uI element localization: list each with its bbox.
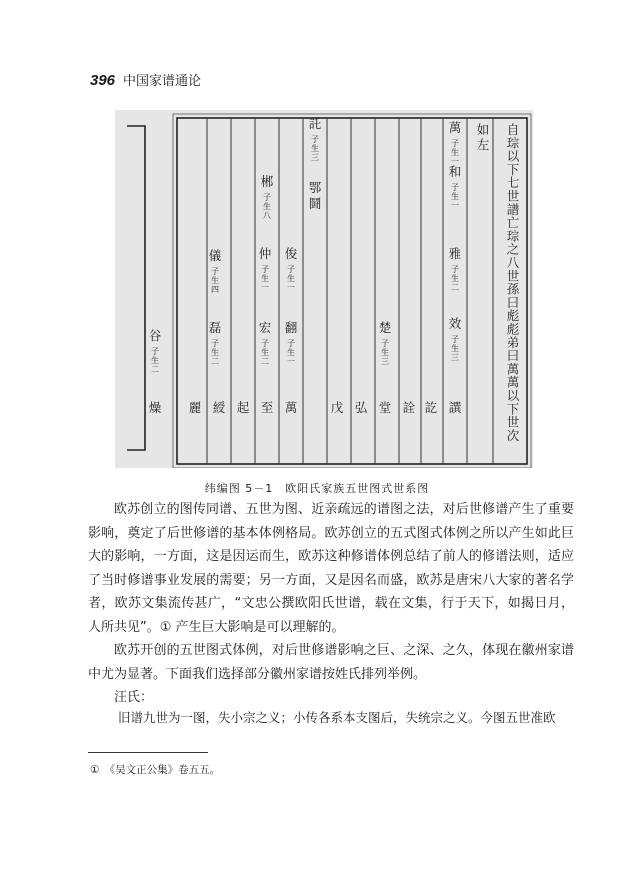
person-name: 和 (448, 164, 462, 179)
person-note: 生 (451, 192, 459, 201)
person-name: 效 (448, 316, 462, 331)
person-note: 生 (211, 276, 219, 285)
book-title: 中国家谱通论 (123, 74, 202, 89)
paragraph-1: 欧苏创立的图传同谱、五世为图、近亲疏远的谱图之法，对后世修谱产生了重要影响，奠定了后世修谱的基本体例格局。欧苏创立的五式图式体例之所以产生如此巨大的影响，一方面，这是因运而生，欧苏这种修谱体例总结了前人的修谱法则，适应了当时修谱事业发展的需要；另一方面，又是因名而盛，欧苏是唐宋八大家的著名学者，欧苏文集流传甚广，“文忠公撰欧阳氏世谱，载在文集，行于天下，如揭日月，人所共见”。① 产生巨大影响是可以理解的。 (88, 502, 574, 635)
intro-char: 孫 (506, 281, 520, 297)
person-name: 宏 (258, 320, 272, 335)
intro-char: 世 (506, 268, 520, 284)
figure-caption: 纬编图 5－1 欧阳氏家族五世图式世系图 (204, 482, 430, 495)
intro-char: 下 (506, 161, 520, 177)
footnote: ① 《吴文正公集》卷五五。 (90, 764, 221, 776)
person-name: 翻 (284, 320, 298, 335)
intro-char: 以 (506, 148, 520, 164)
bottom-name: 訖 (424, 400, 438, 415)
intro-char: 之 (506, 241, 520, 257)
genealogy-figure (115, 110, 533, 468)
chart-frame (177, 118, 527, 464)
person-note: 子 (261, 265, 269, 274)
person-name: 楚 (378, 320, 392, 335)
paragraph-3: 汪氏： (114, 690, 154, 705)
intro-char: 曰 (506, 348, 520, 364)
person-note: 生 (151, 356, 159, 365)
intro-char: 下 (506, 401, 520, 417)
bottom-name: 譔 (448, 400, 462, 415)
person-note: 二 (451, 283, 459, 292)
person-note: 子 (451, 183, 459, 192)
intro-char: 七 (506, 175, 520, 191)
page-header (90, 70, 201, 89)
person-note: 二 (211, 357, 219, 366)
intro-char: 次 (506, 427, 520, 443)
bottom-name: 燥 (148, 400, 162, 415)
intro-char: 曰 (506, 294, 520, 310)
body-text (88, 498, 574, 710)
person-note: 子 (287, 339, 295, 348)
person-note: 子 (211, 267, 219, 276)
genealogy-chart (115, 110, 533, 468)
intro-char: 琮 (506, 135, 520, 151)
intro-char: 左 (476, 137, 490, 152)
extra-name: 鬪 (308, 196, 322, 211)
person-name: 谷 (148, 328, 162, 343)
person-note: 生 (451, 274, 459, 283)
person-note: 三 (381, 357, 389, 366)
person-note: 生 (287, 348, 295, 357)
person-name: 郴 (260, 174, 274, 189)
person-note: 三 (311, 153, 319, 162)
person-note: 子 (287, 265, 295, 274)
person-name: 仲 (258, 246, 272, 261)
person-note: 一 (287, 283, 295, 292)
person-note: 四 (211, 285, 219, 294)
intro-char: 八 (506, 255, 520, 270)
intro-char: 琮 (506, 228, 520, 244)
intro-char: 世 (506, 414, 520, 430)
person-note: 子 (451, 265, 459, 274)
person-note: 一 (451, 157, 459, 166)
person-name: 雅 (448, 246, 462, 261)
footnote-rule (88, 752, 208, 753)
person-note: 八 (263, 211, 271, 220)
extra-name: 鄂 (308, 180, 322, 195)
intro-char: 弟 (506, 334, 520, 350)
bottom-name: 起 (236, 400, 250, 415)
bottom-name: 綬 (212, 400, 226, 415)
person-note: 生 (211, 348, 219, 357)
person-note: 生 (451, 344, 459, 353)
person-note: 子 (451, 139, 459, 148)
person-name: 萬 (448, 120, 462, 135)
intro-char: 萬 (506, 361, 520, 377)
intro-char: 亡 (506, 215, 520, 231)
intro-char: 自 (506, 122, 520, 137)
bottom-name: 至 (260, 400, 274, 415)
intro-char: 彪 (506, 308, 520, 324)
person-note: 生 (311, 144, 319, 153)
intro-char: 如 (476, 122, 490, 137)
intro-char: 世 (506, 188, 520, 204)
person-note: 生 (287, 274, 295, 283)
bottom-name: 詮 (402, 400, 416, 415)
bottom-row-names (149, 400, 462, 415)
person-note: 子 (263, 193, 271, 202)
person-note: 生 (381, 348, 389, 357)
person-note: 生 (451, 148, 459, 157)
person-name: 俊 (284, 246, 298, 261)
person-note: 子 (311, 135, 319, 144)
quote-text: 旧谱九世为一图，失小宗之义；小传各系本支图后，失统宗之义。今图五世准欧 (118, 710, 556, 725)
person-note: 子 (261, 339, 269, 348)
person-note: 二 (151, 365, 159, 374)
intro-column-2 (477, 122, 490, 152)
person-note: 二 (261, 357, 269, 366)
person-note: 生 (263, 202, 271, 211)
person-note: 三 (451, 353, 459, 362)
person-name: 託 (308, 116, 322, 131)
person-note: 子 (211, 339, 219, 348)
bottom-name: 萬 (284, 400, 298, 415)
paragraph-2: 欧苏开创的五世图式体例，对后世修谱影响之巨、之深、之久，体现在徽州家谱中尤为显著。下面我们选择部分徽州家谱按姓氏排列举例。 (88, 643, 574, 682)
person-note: 子 (151, 347, 159, 356)
intro-char: 萬 (506, 374, 520, 390)
person-note: 生 (261, 274, 269, 283)
intro-char: 以 (506, 388, 520, 403)
left-bracket (127, 126, 145, 450)
person-note: 一 (261, 283, 269, 292)
intro-column-1 (507, 122, 520, 443)
bottom-name: 堂 (378, 400, 392, 415)
chart-outer-frame (173, 114, 531, 468)
page-number: 396 (90, 72, 116, 89)
person-note: 生 (261, 348, 269, 357)
bottom-name: 弘 (354, 400, 368, 415)
generation-cells (149, 116, 462, 374)
person-note: 一 (451, 201, 459, 210)
person-note: 子 (381, 339, 389, 348)
intro-char: 彪 (506, 321, 520, 337)
bottom-name: 戊 (330, 400, 344, 415)
person-name: 磊 (208, 320, 222, 335)
person-note: 子 (451, 335, 459, 344)
person-note: 一 (287, 357, 295, 366)
person-name: 儀 (208, 248, 222, 263)
bottom-name: 麗 (188, 400, 202, 415)
intro-char: 譜 (506, 201, 520, 217)
